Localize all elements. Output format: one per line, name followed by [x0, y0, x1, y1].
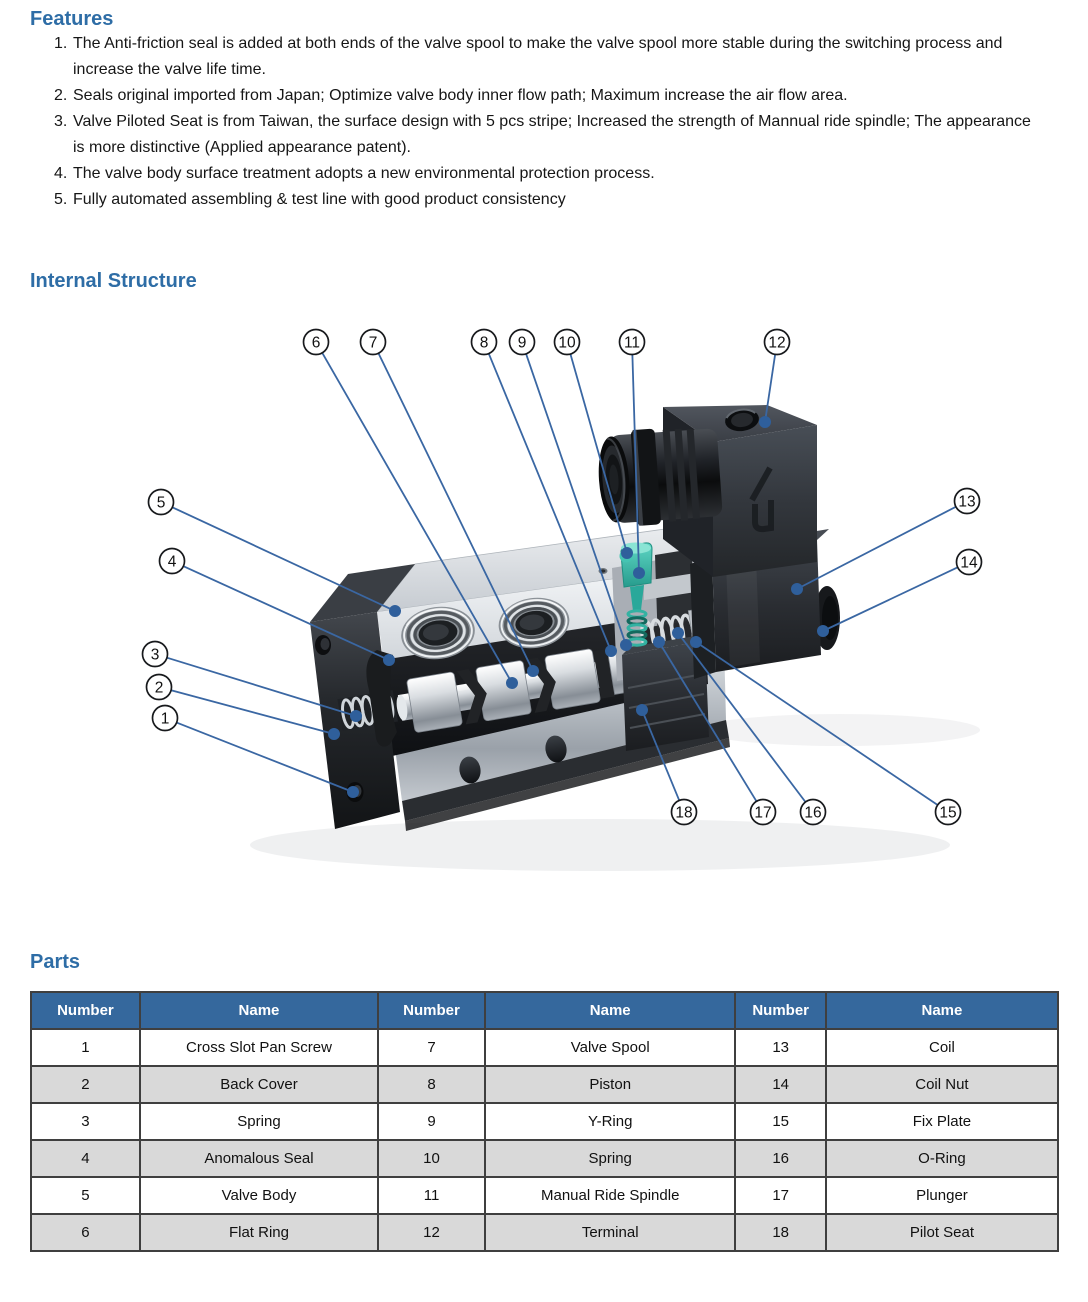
parts-cell: Spring [485, 1140, 736, 1177]
callout-number-16: 16 [804, 804, 822, 822]
parts-cell: 8 [378, 1066, 485, 1103]
parts-cell: Back Cover [140, 1066, 378, 1103]
parts-header-cell: Number [31, 992, 140, 1029]
leader-dot-13 [791, 583, 803, 595]
parts-cell: 17 [735, 1177, 825, 1214]
feature-item-number: 1. [54, 35, 68, 52]
parts-cell: Piston [485, 1066, 736, 1103]
parts-cell: O-Ring [826, 1140, 1058, 1177]
leader-dot-6 [506, 677, 518, 689]
feature-item-5 [30, 187, 1032, 213]
feature-item-text: Seals original imported from Japan; Optimize valve body inner flow path; Maximum increase the air flow area. [73, 87, 848, 104]
callout-number-17: 17 [754, 804, 772, 822]
callout-number-10: 10 [558, 334, 576, 352]
callout-number-5: 5 [156, 494, 166, 512]
leader-dot-15 [690, 636, 702, 648]
features-list [30, 31, 1032, 213]
leader-dot-4 [383, 654, 395, 666]
callout-number-4: 4 [167, 553, 177, 571]
leader-dot-3 [350, 710, 362, 722]
feature-item-2 [30, 83, 1032, 109]
parts-row-1 [31, 1029, 1058, 1066]
callout-number-6: 6 [311, 334, 321, 352]
leader-dot-1 [347, 786, 359, 798]
feature-item-4 [30, 161, 1032, 187]
leader-dot-9 [620, 639, 632, 651]
parts-cell: 11 [378, 1177, 485, 1214]
parts-table [30, 991, 1059, 1252]
parts-cell: Coil [826, 1029, 1058, 1066]
parts-row-4 [31, 1140, 1058, 1177]
leader-dot-14 [817, 625, 829, 637]
feature-item-3 [30, 109, 1032, 161]
parts-row-5 [31, 1177, 1058, 1214]
feature-item-text: Fully automated assembling & test line with good product consistency [73, 191, 566, 208]
parts-cell: Plunger [826, 1177, 1058, 1214]
callout-number-13: 13 [958, 493, 976, 511]
parts-cell: Cross Slot Pan Screw [140, 1029, 378, 1066]
callout-number-15: 15 [939, 804, 957, 822]
feature-item-number: 4. [54, 165, 68, 182]
parts-cell: Pilot Seat [826, 1214, 1058, 1251]
parts-cell: 9 [378, 1103, 485, 1140]
callout-number-7: 7 [368, 334, 378, 352]
parts-cell: 13 [735, 1029, 825, 1066]
parts-cell: Manual Ride Spindle [485, 1177, 736, 1214]
leader-line-13 [797, 507, 956, 589]
leader-dot-17 [653, 636, 665, 648]
parts-cell: 18 [735, 1214, 825, 1251]
parts-cell: 4 [31, 1140, 140, 1177]
callout-number-9: 9 [517, 334, 527, 352]
parts-cell: Flat Ring [140, 1214, 378, 1251]
callout-number-8: 8 [479, 334, 489, 352]
parts-cell: 12 [378, 1214, 485, 1251]
leader-line-5 [172, 507, 395, 611]
parts-cell: Anomalous Seal [140, 1140, 378, 1177]
leader-dot-7 [527, 665, 539, 677]
leader-dot-5 [389, 605, 401, 617]
feature-item-text: Valve Piloted Seat is from Taiwan, the surface design with 5 pcs stripe; Increased the strength of Mannual ride spindle; The appearance is more distinctive (Applied appearance patent). [73, 113, 1031, 156]
valve-cutaway-illustration [250, 405, 980, 871]
parts-cell: 1 [31, 1029, 140, 1066]
parts-header-cell: Name [485, 992, 736, 1029]
parts-cell: Valve Body [140, 1177, 378, 1214]
parts-cell: 3 [31, 1103, 140, 1140]
parts-cell: Terminal [485, 1214, 736, 1251]
parts-cell: Y-Ring [485, 1103, 736, 1140]
leader-dot-12 [759, 416, 771, 428]
parts-table-body [31, 1029, 1058, 1251]
parts-cell: Valve Spool [485, 1029, 736, 1066]
callout-number-12: 12 [768, 334, 786, 352]
parts-header-cell: Number [735, 992, 825, 1029]
parts-cell: Fix Plate [826, 1103, 1058, 1140]
parts-cell: Coil Nut [826, 1066, 1058, 1103]
callout-number-1: 1 [160, 710, 170, 728]
callout-number-3: 3 [150, 646, 160, 664]
internal-structure-diagram [0, 300, 1088, 960]
features-heading: Features [30, 8, 114, 30]
parts-cell: 14 [735, 1066, 825, 1103]
parts-cell: 5 [31, 1177, 140, 1214]
callout-number-11: 11 [623, 334, 641, 352]
feature-item-number: 2. [54, 87, 68, 104]
parts-header-cell: Number [378, 992, 485, 1029]
leader-dot-11 [633, 567, 645, 579]
parts-cell: 15 [735, 1103, 825, 1140]
feature-item-number: 3. [54, 113, 68, 130]
parts-cell: 7 [378, 1029, 485, 1066]
callout-number-2: 2 [154, 679, 164, 697]
leader-line-2 [171, 690, 334, 734]
leader-dot-2 [328, 728, 340, 740]
parts-cell: 10 [378, 1140, 485, 1177]
parts-row-6 [31, 1214, 1058, 1251]
feature-item-text: The valve body surface treatment adopts a new environmental protection process. [73, 165, 655, 182]
parts-cell: Spring [140, 1103, 378, 1140]
parts-row-3 [31, 1103, 1058, 1140]
leader-dot-16 [672, 627, 684, 639]
parts-cell: 16 [735, 1140, 825, 1177]
parts-row-2 [31, 1066, 1058, 1103]
parts-cell: 6 [31, 1214, 140, 1251]
parts-header-cell: Name [140, 992, 378, 1029]
parts-table-head [31, 992, 1058, 1029]
parts-header-row [31, 992, 1058, 1029]
ground-shadow [250, 819, 950, 871]
feature-item-text: The Anti-friction seal is added at both ends of the valve spool to make the valve spool more stable during the switching process and increase the valve life time. [73, 35, 1003, 78]
feature-item-number: 5. [54, 191, 68, 208]
parts-heading: Parts [30, 951, 81, 973]
leader-dot-8 [605, 645, 617, 657]
leader-dot-10 [621, 547, 633, 559]
callout-number-18: 18 [675, 804, 693, 822]
leader-dot-18 [636, 704, 648, 716]
leader-line-14 [823, 567, 958, 631]
parts-cell: 2 [31, 1066, 140, 1103]
internal-structure-heading: Internal Structure [30, 270, 197, 292]
feature-item-1 [30, 31, 1032, 83]
callout-number-14: 14 [960, 554, 978, 572]
parts-header-cell: Name [826, 992, 1058, 1029]
